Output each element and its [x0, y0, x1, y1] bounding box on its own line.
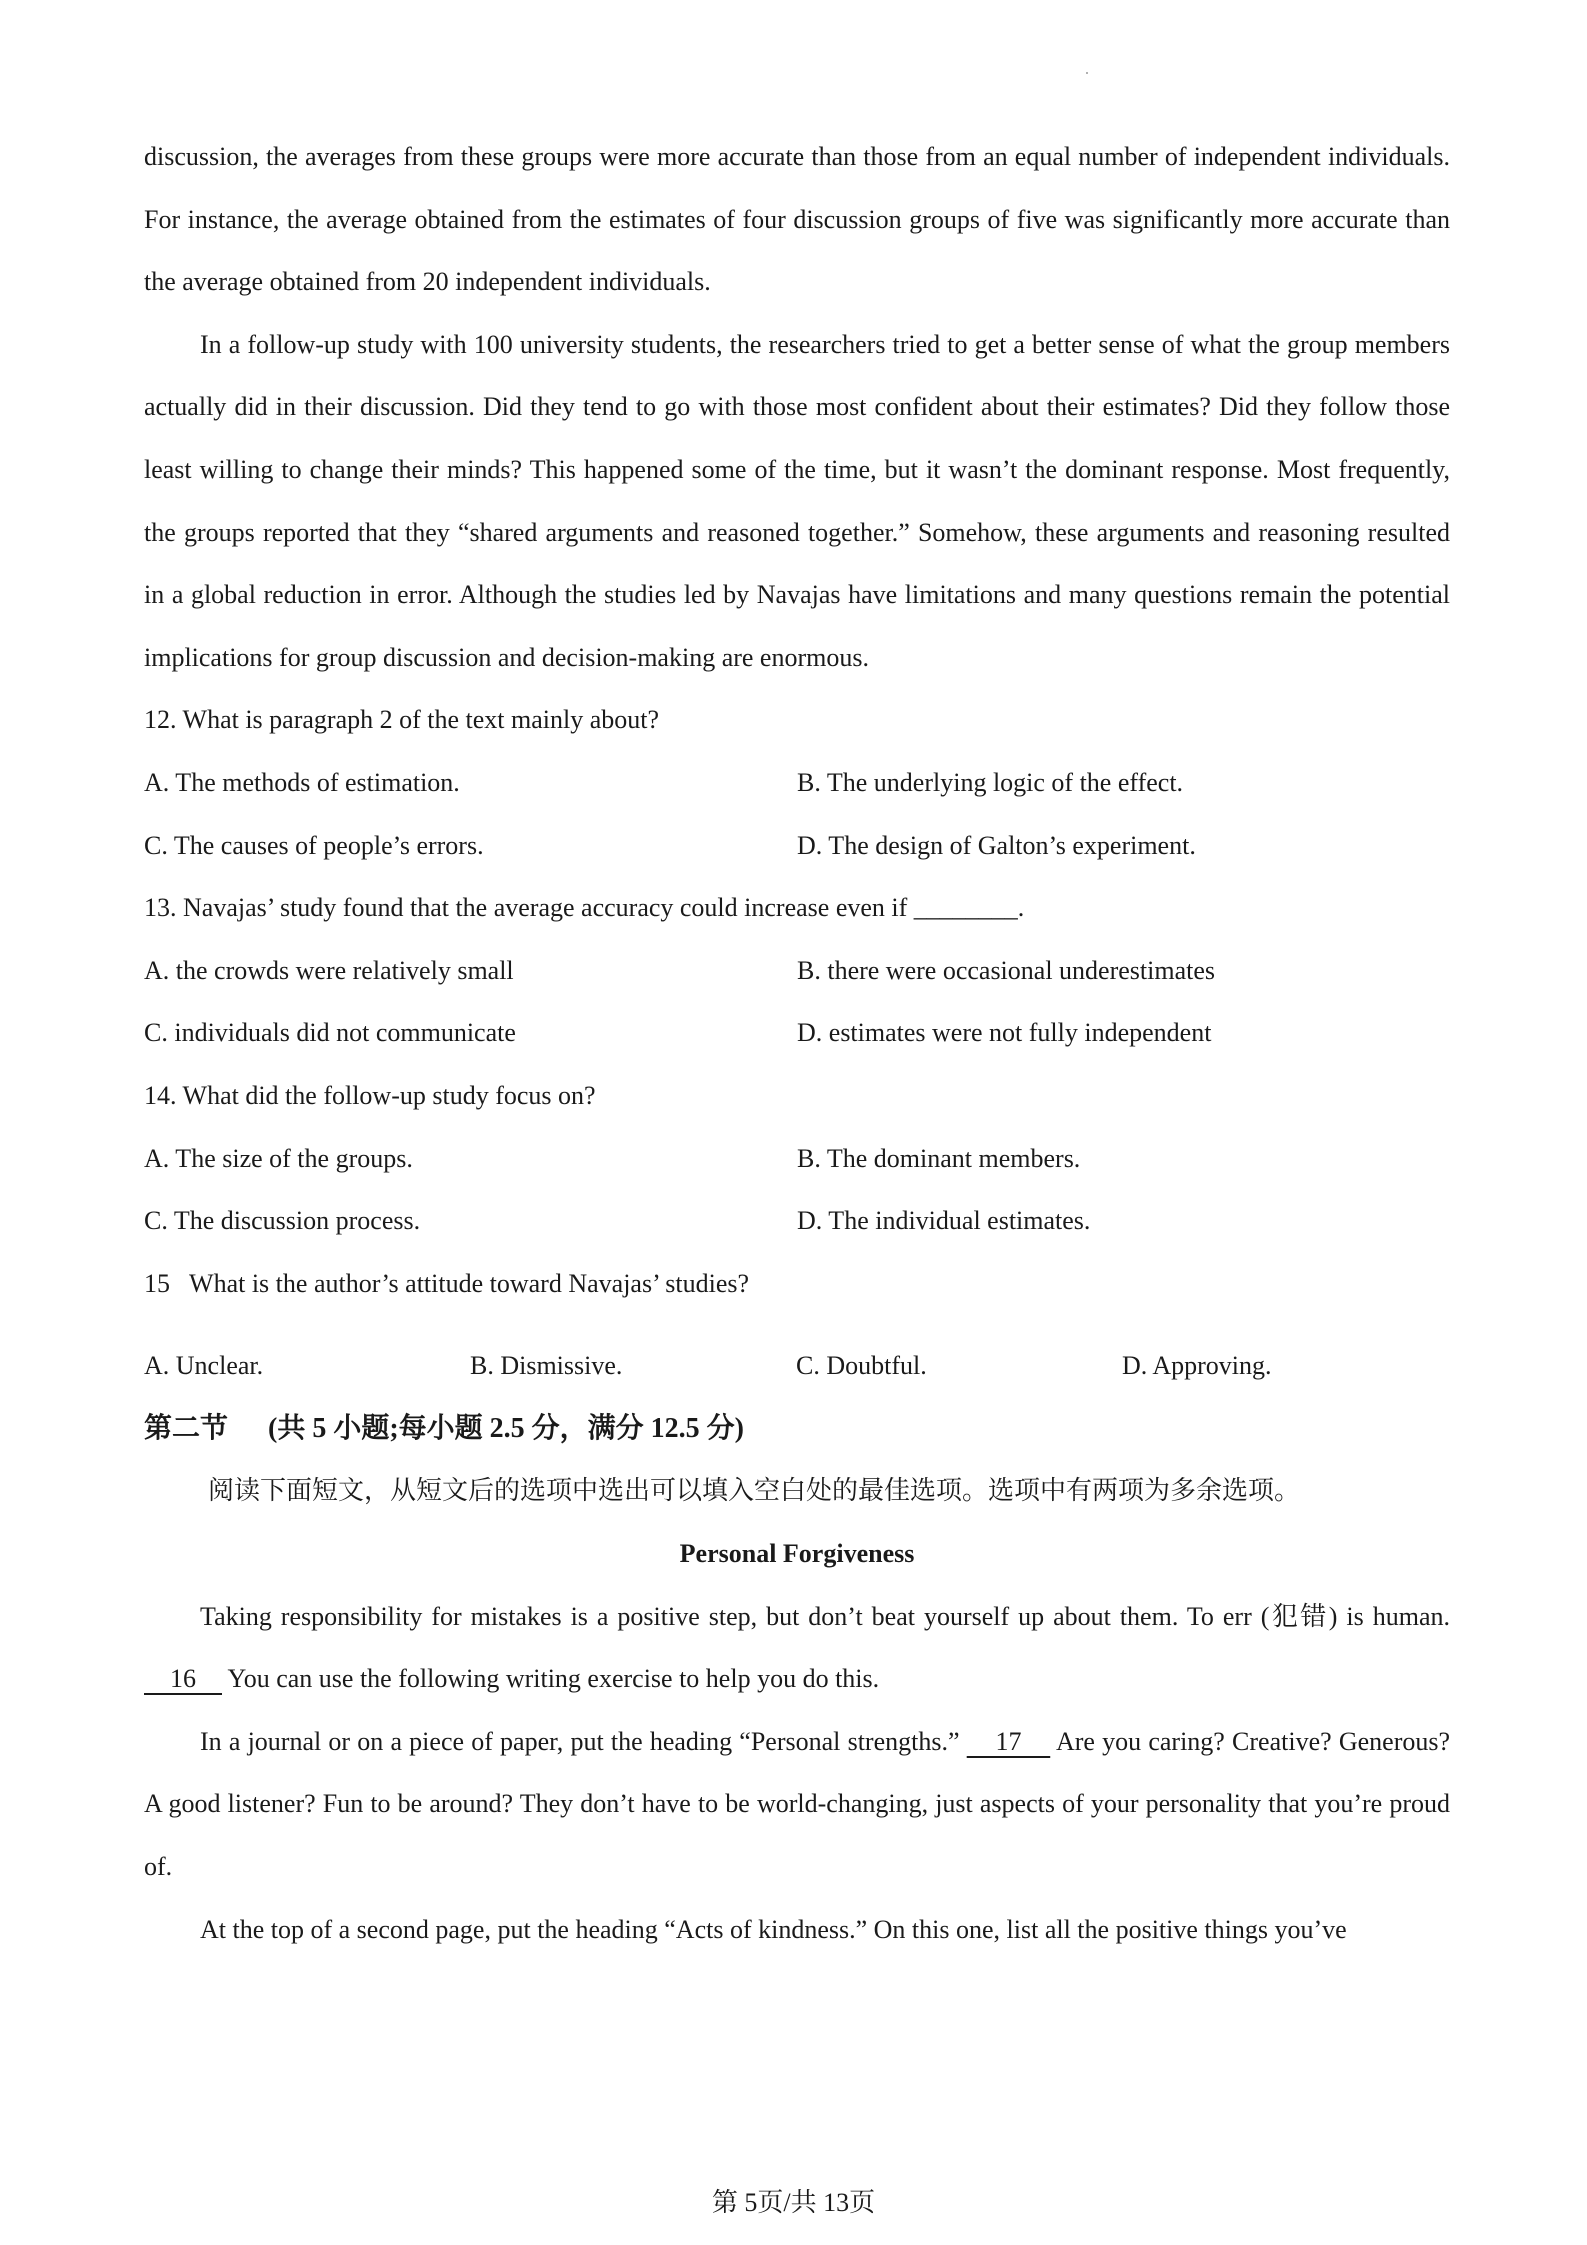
- option-15-a: A. Unclear.: [144, 1351, 264, 1381]
- question-12-stem: 12. What is paragraph 2 of the text mainly about?: [144, 705, 660, 735]
- option-12-c: C. The causes of people’s errors.: [144, 830, 484, 860]
- paragraph-follow-up-study: In a follow-up study with 100 university students, the researchers tried to get a better sense of what the group members actually did in their discussion. Did they tend to go with those most confident about their estimates? Did they follow those least willing to change their minds? This happened some of the time, but it wasn’t the dominant response. Most frequently, the groups reported that they “shared arguments and reasoned together.” Somehow, these arguments and reasoning resulted in a global reduction in error. Although the studies led by Navajas have limitations and many questions remain the potential implications for group discussion and decision-making are enormous.: [144, 329, 1450, 672]
- question-13-stem: 13. Navajas’ study found that the average accuracy could increase even if ________.: [144, 893, 1025, 923]
- option-13-c: C. individuals did not communicate: [144, 1018, 516, 1048]
- section-detail: (共 5 小题;每小题 2.5 分，满分 12.5 分): [268, 1412, 744, 1444]
- passage-paragraph-2: [144, 1711, 1450, 1899]
- question-13-options-row-2: [144, 1002, 1450, 1065]
- question-15-options-row: [144, 1335, 1450, 1398]
- question-14-stem: 14. What did the follow-up study focus on?: [144, 1080, 596, 1110]
- blank-17: 17: [966, 1726, 1051, 1756]
- passage-p1-text-a: Taking responsibility for mistakes is a positive step, but don’t beat yourself up about them. To err (犯错) is human.: [200, 1601, 1450, 1631]
- option-15-d: D. Approving.: [1122, 1351, 1272, 1381]
- passage-paragraph-3: At the top of a second page, put the heading “Acts of kindness.” On this one, list all the positive things you’ve: [200, 1914, 1347, 1944]
- option-12-b: B. The underlying logic of the effect.: [797, 767, 1184, 797]
- question-13-options-row-1: [144, 940, 1450, 1003]
- blank-16: 16: [144, 1664, 222, 1694]
- page-content: [144, 126, 1450, 1961]
- option-13-b: B. there were occasional underestimates: [797, 955, 1215, 985]
- section-label: 第二节: [144, 1412, 229, 1444]
- option-15-b: B. Dismissive.: [470, 1351, 623, 1381]
- option-14-c: C. The discussion process.: [144, 1206, 421, 1236]
- scan-speck: [1086, 72, 1088, 74]
- passage-p2-text-a: In a journal or on a piece of paper, put the heading “Personal strengths.”: [200, 1726, 967, 1756]
- question-15-stem: 15 What is the author’s attitude toward Navajas’ studies?: [144, 1268, 750, 1298]
- question-12-options-row-2: [144, 815, 1450, 878]
- option-12-a: A. The methods of estimation.: [144, 767, 460, 797]
- passage-paragraph-1: [144, 1586, 1450, 1711]
- option-13-a: A. the crowds were relatively small: [144, 955, 514, 985]
- passage-title: Personal Forgiveness: [679, 1539, 915, 1569]
- option-13-d: D. estimates were not fully independent: [797, 1018, 1212, 1048]
- question-14-options-row-2: [144, 1190, 1450, 1253]
- option-14-b: B. The dominant members.: [797, 1143, 1081, 1173]
- page-number-footer: 第 5页/共 13页: [711, 2188, 876, 2217]
- option-14-a: A. The size of the groups.: [144, 1143, 413, 1173]
- passage-p2-text-b: Are you caring? Creative? Generous? A good listener? Fun to be around? They don’t have to be world-changing, just aspects of your personality that you’re proud of.: [144, 1726, 1451, 1882]
- paragraph-continued: discussion, the averages from these groups were more accurate than those from an equal number of independent individuals. For instance, the average obtained from the estimates of four discussion groups of five was significantly more accurate than the average obtained from 20 independent individuals.: [144, 142, 1450, 297]
- question-14-options-row-1: [144, 1128, 1450, 1191]
- option-12-d: D. The design of Galton’s experiment.: [797, 830, 1196, 860]
- option-15-c: C. Doubtful.: [796, 1351, 927, 1381]
- section-instruction: 阅读下面短文，从短文后的选项中选出可以填入空白处的最佳选项。选项中有两项为多余选项。: [208, 1476, 1301, 1506]
- section-heading: [144, 1398, 1450, 1461]
- passage-p1-text-b: You can use the following writing exercise to help you do this.: [222, 1664, 880, 1694]
- question-12-options-row-1: [144, 752, 1450, 815]
- option-14-d: D. The individual estimates.: [797, 1206, 1091, 1236]
